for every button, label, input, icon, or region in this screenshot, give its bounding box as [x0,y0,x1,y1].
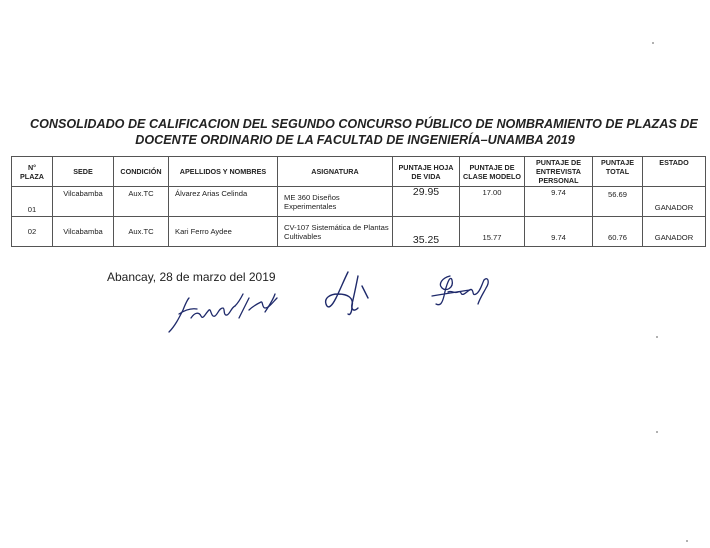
header-entrevista: PUNTAJE DE ENTREVISTA PERSONAL [525,157,593,187]
title-line-1: CONSOLIDADO DE CALIFICACION DEL SEGUNDO CONCURSO PÚBLICO DE NOMBRAMIENTO DE PLAZAS DE [30,117,698,131]
cell-total: 56.69 [593,187,643,217]
place-date: Abancay, 28 de marzo del 2019 [107,270,276,284]
header-asignatura: ASIGNATURA [278,157,393,187]
cell-asignatura: ME 360 Diseños Experimentales [278,187,393,217]
header-plaza: N° PLAZA [12,157,53,187]
cell-nombre: Kari Ferro Aydee [169,217,278,247]
margin-speck [656,431,658,433]
signature-2 [318,268,378,320]
title-line-2: DOCENTE ORDINARIO DE LA FACULTAD DE INGENIERÍA–UNAMBA 2019 [135,133,575,147]
cell-clase-modelo: 15.77 [460,217,525,247]
cell-plaza: 02 [12,217,53,247]
cell-asignatura: CV-107 Sistemática de Plantas Cultivables [278,217,393,247]
header-hoja-vida: PUNTAJE HOJA DE VIDA [393,157,460,187]
document-title [30,116,698,148]
margin-speck [652,42,654,44]
header-sede: SEDE [53,157,114,187]
cell-entrevista: 9.74 [525,217,593,247]
header-condicion: CONDICIÓN [114,157,169,187]
cell-condicion: Aux.TC [114,217,169,247]
results-table [11,156,706,247]
cell-sede: Vilcabamba [53,217,114,247]
header-total: PUNTAJE TOTAL [593,157,643,187]
cell-sede: Vilcabamba [53,187,114,217]
margin-speck [686,540,688,542]
cell-condicion: Aux.TC [114,187,169,217]
margin-speck [656,336,658,338]
header-apellidos: APELLIDOS Y NOMBRES [169,157,278,187]
signature-1 [165,288,285,340]
cell-estado: GANADOR [643,187,706,217]
header-clase-modelo: PUNTAJE DE CLASE MODELO [460,157,525,187]
cell-hoja-vida: 35.25 [393,217,460,247]
cell-hoja-vida: 29.95 [393,187,460,217]
table-header-row [12,157,706,187]
table-row [12,187,706,217]
cell-plaza: 01 [12,187,53,217]
signature-3 [430,268,494,312]
header-estado: ESTADO [643,157,706,187]
cell-entrevista: 9.74 [525,187,593,217]
table-row [12,217,706,247]
cell-estado: GANADOR [643,217,706,247]
cell-clase-modelo: 17.00 [460,187,525,217]
cell-nombre: Álvarez Arias Celinda [169,187,278,217]
cell-total: 60.76 [593,217,643,247]
